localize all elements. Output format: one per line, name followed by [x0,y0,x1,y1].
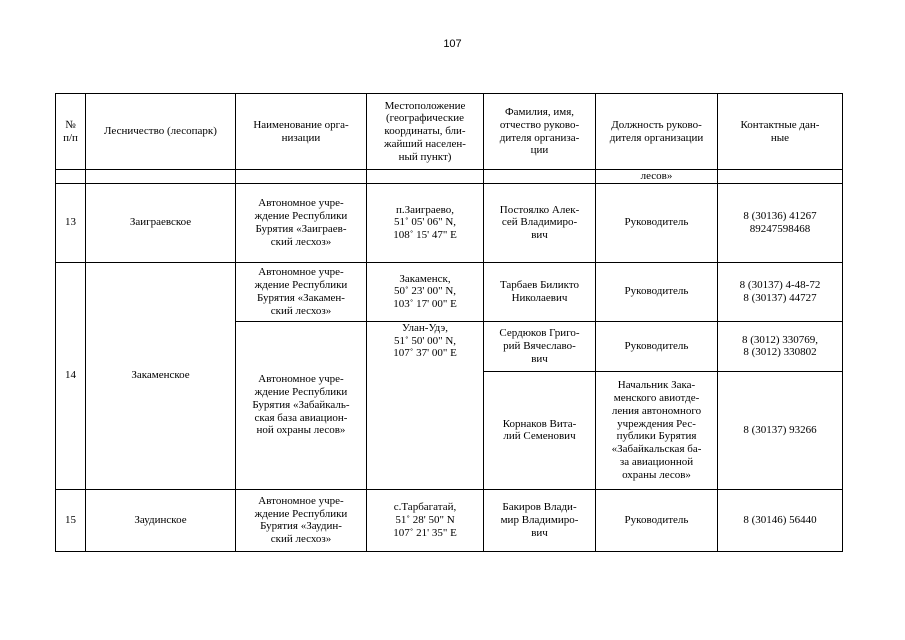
row-contacts: 8 (3012) 330769, 8 (3012) 330802 [718,321,843,371]
row-forestry: Заиграевское [86,183,236,262]
header-num: № п/п [56,94,86,170]
page-number: 107 [443,38,462,50]
row-position: Руководитель [596,183,718,262]
table-row [56,489,843,551]
table-row [56,262,843,321]
header-position: Должность руково- дителя организации [596,94,718,170]
row-num: 13 [56,183,86,262]
row-contacts: 8 (30146) 56440 [718,489,843,551]
forestry-organizations-table [55,93,843,552]
row-contacts: 8 (30136) 41267 89247598468 [718,183,843,262]
row-contacts: 8 (30137) 93266 [718,371,843,489]
table-header-row [56,94,843,170]
row-num: 15 [56,489,86,551]
header-contacts: Контактные дан- ные [718,94,843,170]
row-position: Руководитель [596,321,718,371]
row-location: Закаменск, 50˚ 23' 00" N, 103˚ 17' 00" E [367,262,484,321]
row-head: Сердюков Григо- рий Вячеславо- вич [484,321,596,371]
row-org: Автономное учре- ждение Республики Бурятия «Закамен- ский лесхоз» [236,262,367,321]
row-head: Постоялко Алек- сей Владимиро- вич [484,183,596,262]
header-forestry: Лесничество (лесопарк) [86,94,236,170]
table-cell [86,170,236,184]
table-cell [236,170,367,184]
table-row [56,183,843,262]
row-num: 14 [56,262,86,489]
row-org: Автономное учре- ждение Республики Бурятия «Заудин- ский лесхоз» [236,489,367,551]
row-head: Корнаков Вита- лий Семенович [484,371,596,489]
row-position: Руководитель [596,262,718,321]
header-location: Местоположение (географические координаты, бли- жайший населен- ный пункт) [367,94,484,170]
table-cell [56,170,86,184]
row-position: Начальник Зака- менского авиотде- ления автономного учреждения Рес- публики Бурятия «Забайкальская ба- за авиационной охраны лесов» [596,371,718,489]
row-position: Руководитель [596,489,718,551]
row-forestry: Закаменское [86,262,236,489]
table-cell [718,170,843,184]
row-location: Улан-Удэ, 51˚ 50' 00" N, 107˚ 37' 00" E [367,321,484,489]
table-cell [367,170,484,184]
header-org-name: Наименование орга- низации [236,94,367,170]
continuation-row [56,170,843,184]
row-contacts: 8 (30137) 4-48-72 8 (30137) 44727 [718,262,843,321]
row-head: Бакиров Влади- мир Владимиро- вич [484,489,596,551]
row-head: Тарбаев Биликто Николаевич [484,262,596,321]
header-head-name: Фамилия, имя, отчество руково- дителя организа- ции [484,94,596,170]
row-org: Автономное учре- ждение Республики Бурятия «Заиграев- ский лесхоз» [236,183,367,262]
continuation-position: лесов» [596,170,718,184]
row-location: п.Заиграево, 51˚ 05' 06" N, 108˚ 15' 47" E [367,183,484,262]
row-location: с.Тарбагатай, 51˚ 28' 50" N 107˚ 21' 35" E [367,489,484,551]
table-cell [484,170,596,184]
row-forestry: Заудинское [86,489,236,551]
row-org: Автономное учре- ждение Республики Бурятия «Забайкаль- ская база авиацион- ной охраны лесов» [236,321,367,489]
